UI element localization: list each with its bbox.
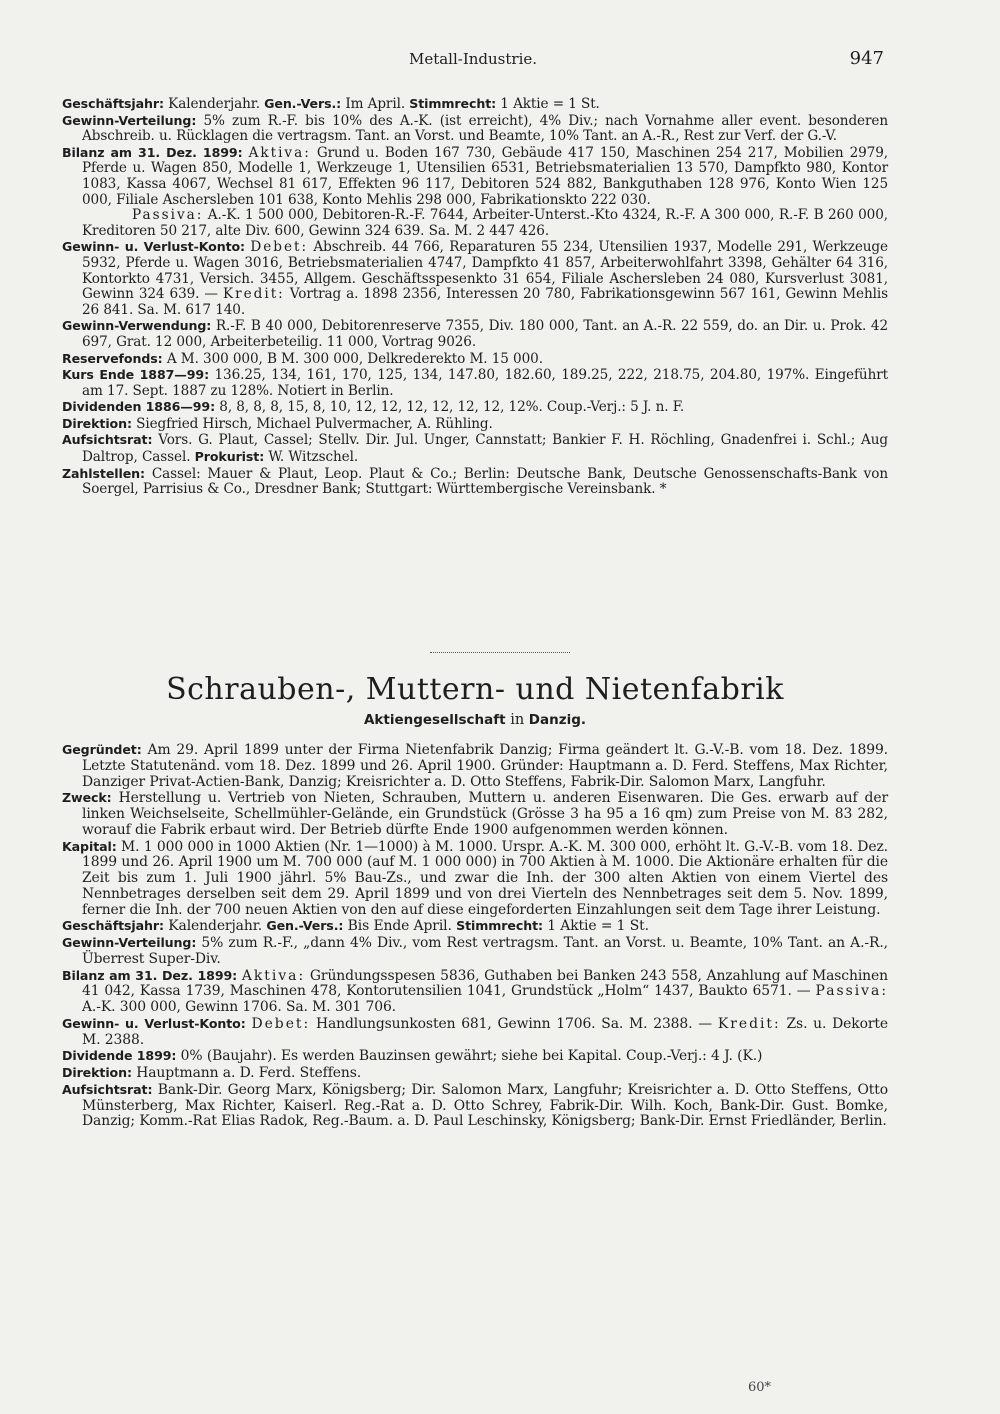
entry-gewinn-verteilung: Gewinn-Verteilung: 5% zum R.-F. bis 10% des A.-K. (ist erreicht), 4% Div.; nach Vornahme aller event. besonderen Abschreib. u. Rücklagen die vertragsm. Tant. an Vorst. und Beamte, 10% Tant. an A.-R., Rest zur Verf. der G.-V. xyxy=(62,112,888,145)
entry-gegruendet: Gegründet: Am 29. April 1899 unter der Firma Nietenfabrik Danzig; Firma geändert lt. G.-V.-B. vom 18. Dez. 1899. Letzte Statutenänd. vom 18. Dez. 1899 und 26. April 1900. Gründer: Hauptmann a. D. Ferd. Steffens, Max Richter, Danziger Privat-Actien-Bank, Danzig; Kreisrichter a. D. Otto Steffens, Fabrik-Dir. Salomon Marx, Langfuhr. xyxy=(62,742,888,790)
entry-geschaeftsjahr-2: Geschäftsjahr: Kalenderjahr. Gen.-Vers.: Bis Ende April. Stimmrecht: 1 Aktie = 1 St. xyxy=(62,918,649,935)
entry-gewinn-verwendung: Gewinn-Verwendung: R.-F. B 40 000, Debitorenreserve 7355, Div. 180 000, Tant. an A.-R. 22 559, do. an Dir. u. Prok. 42 697, Grat. 12 000, Arbeiterbeteilig. 11 000, Vortrag 9026. xyxy=(62,318,888,350)
entry-reservefonds: Reservefonds: A M. 300 000, B M. 300 000, Delkrederekto M. 15 000. xyxy=(62,350,543,367)
page-header xyxy=(62,50,884,74)
entry-gewinn-verlust-konto: Gewinn- u. Verlust-Konto: Debet: Abschreib. 44 766, Reparaturen 55 234, Utensilien 1937, Modelle 291, Werkzeuge 5932, Pferde u. Wagen 3016, Betriebsmaterialien 4747, Dampfkto 41 857, Arbeiterwohlfahrt 3398, Gehälter 64 316, Kontorkto 4731, Versich. 3455, Allgem. Geschäftsspesenkto 31 654, Filiale Aschersleben 24 080, Kursverlust 3081, Gewinn 324 639. — Kredit: Vortrag a. 1898 2356, Interessen 20 780, Fabrikationsgewinn 567 161, Gewinn Mehlis 26 841. Sa. M. 617 140. xyxy=(62,239,889,318)
entry-kurs: Kurs Ende 1887—99: 136.25, 134, 161, 170, 125, 134, 147.80, 182.60, 189.25, 222, 218.75, 204.80, 197%. Eingeführt am 17. Sept. 1887 zu 128%. Notiert in Berlin. xyxy=(62,367,889,399)
entry-direktion-2: Direktion: Hauptmann a. D. Ferd. Steffens. xyxy=(62,1065,362,1081)
entry-dividende-2: Dividende 1899: 0% (Baujahr). Es werden Bauzinsen gewährt; siehe bei Kapital. Coup.-Verj.: 4 J. (K.) xyxy=(62,1048,763,1065)
sheet-signature: 60* xyxy=(748,1380,772,1395)
entry-dividenden: Dividenden 1886—99: 8, 8, 8, 8, 15, 8, 10, 12, 12, 12, 12, 12, 12, 12%. Coup.-Verj.: 5 J. n. F. xyxy=(62,399,685,416)
company-subtitle: Aktiengesellschaft in Danzig. xyxy=(363,712,587,728)
entry-kapital: Kapital: M. 1 000 000 in 1000 Aktien (Nr. 1—1000) à M. 1000. Urspr. A.-K. M. 300 000, erhöht lt. G.-V.-B. vom 18. Dez. 1899 und 26. April 1900 um M. 700 000 (auf M. 1 000 000) in 700 Aktien à M. 1000. Die Aktionäre erhalten für die Zeit bis zum 1. Juli 1900 jährl. 5% Bau-Zs., und zwar die Inh. der 300 alten Aktien von einem Viertel des Nennbetrages derselben seit dem 29. April 1899 und von drei Vierteln des Nennbetrages seit dem 5. Nov. 1899, ferner die Inh. der 700 neuen Aktien von den auf diese eingeforderten Einzahlungen seit dem Tage ihrer Leistung. xyxy=(62,838,888,918)
entry-aufsichtsrat: Aufsichtsrat: Vors. G. Plaut, Cassel; Stellv. Dir. Jul. Unger, Cannstatt; Bankier F. H. Röchling, Gnadenfrei i. Schl.; Aug Daltrop, Cassel. Prokurist: W. Witzschel. xyxy=(62,432,888,466)
entry-gewinn-verlust-konto-2: Gewinn- u. Verlust-Konto: Debet: Handlungsunkosten 681, Gewinn 1706. Sa. M. 2388. — Kredit: Zs. u. Dekorte M. 2388. xyxy=(62,1015,888,1048)
section-previous-company xyxy=(62,96,888,498)
entry-geschaeftsjahr: Geschäftsjahr: Kalenderjahr. Gen.-Vers.: Im April. Stimmrecht: 1 Aktie = 1 St. xyxy=(62,96,600,112)
entry-bilanz-2: Bilanz am 31. Dez. 1899: Aktiva: Gründungsspesen 5836, Guthaben bei Banken 243 558, Anzahlung auf Maschinen 41 042, Kassa 1739, Maschinen 478, Kontorutensilien 1041, Grundstück „Holm“ 1437, Baukto 6571. — Passiva: A.-K. 300 000, Gewinn 1706. Sa. M. 301 706. xyxy=(62,967,888,1015)
entry-aufsichtsrat-2: Aufsichtsrat: Bank-Dir. Georg Marx, Königsberg; Dir. Salomon Marx, Langfuhr; Kreisrichter a. D. Otto Steffens, Otto Münsterberg, Max Richter, Kaiserl. Reg.-Rat a. D. Otto Schrey, Fabrik-Dir. Wilh. Koch, Bank-Dir. Gust. Bomke, Danzig; Komm.-Rat Elias Radok, Reg.-Baum. a. D. Paul Leschinsky, Königsberg; Bank-Dir. Ernst Friedländer, Berlin. xyxy=(62,1081,888,1130)
entry-direktion: Direktion: Siegfried Hirsch, Michael Pulvermacher, A. Rühling. xyxy=(62,415,493,432)
running-title: Metall-Industrie. xyxy=(408,50,538,68)
section-divider xyxy=(430,652,570,653)
entry-zahlstellen: Zahlstellen: Cassel: Mauer & Plaut, Leop. Plaut & Co.; Berlin: Deutsche Bank, Deutsche Genossenschafts-Bank von Soergel, Parrisius & Co., Dresdner Bank; Stuttgart: Württembergische Vereinsbank. * xyxy=(62,465,888,498)
company-title: Schrauben-, Muttern- und Nietenfabrik xyxy=(166,672,784,707)
entry-bilanz-passiva: Passiva: A.-K. 1 500 000, Debitoren-R.-F. 7644, Arbeiter-Unterst.-Kto 4324, R.-F. A 300 000, R.-F. B 260 000, Kreditoren 50 217, alte Div. 600, Gewinn 324 639. Sa. M. 2 447 426. xyxy=(82,207,888,239)
entry-bilanz: Bilanz am 31. Dez. 1899: Aktiva: Grund u. Boden 167 730, Gebäude 417 150, Maschinen 254 217, Mobilien 2979, Pferde u. Wagen 850, Modelle 1, Werkzeuge 1, Utensilien 6531, Betriebsmaterialien 13 570, Dampfkto 980, Kontor 1083, Kassa 4067, Wechsel 81 617, Effekten 96 117, Debitoren 524 882, Bankguthaben 128 976, Konto Wien 125 000, Filiale Aschersleben 101 638, Konto Mehlis 298 000, Fabrikationskto 222 030. xyxy=(62,144,888,208)
section-company-nietenfabrik xyxy=(62,742,888,1130)
page-number: 947 xyxy=(849,48,884,69)
entry-gewinn-verteilung-2: Gewinn-Verteilung: 5% zum R.-F., „dann 4% Div., vom Rest vertragsm. Tant. an Vorst. u. Beamte, 10% Tant. an A.-R., Überrest Super-Div. xyxy=(62,935,888,967)
entry-zweck: Zweck: Herstellung u. Vertrieb von Nieten, Schrauben, Muttern u. anderen Eisenwaren. Die Ges. erwarb auf der linken Weichselseite, Schellmühler-Gelände, ein Grundstück (Grösse 3 ha 95 a 16 qm) zum Preise von M. 83 282, worauf die Fabrik erbaut wird. Der Betrieb dürfte Ende 1900 aufgenommen werden können. xyxy=(62,790,888,838)
